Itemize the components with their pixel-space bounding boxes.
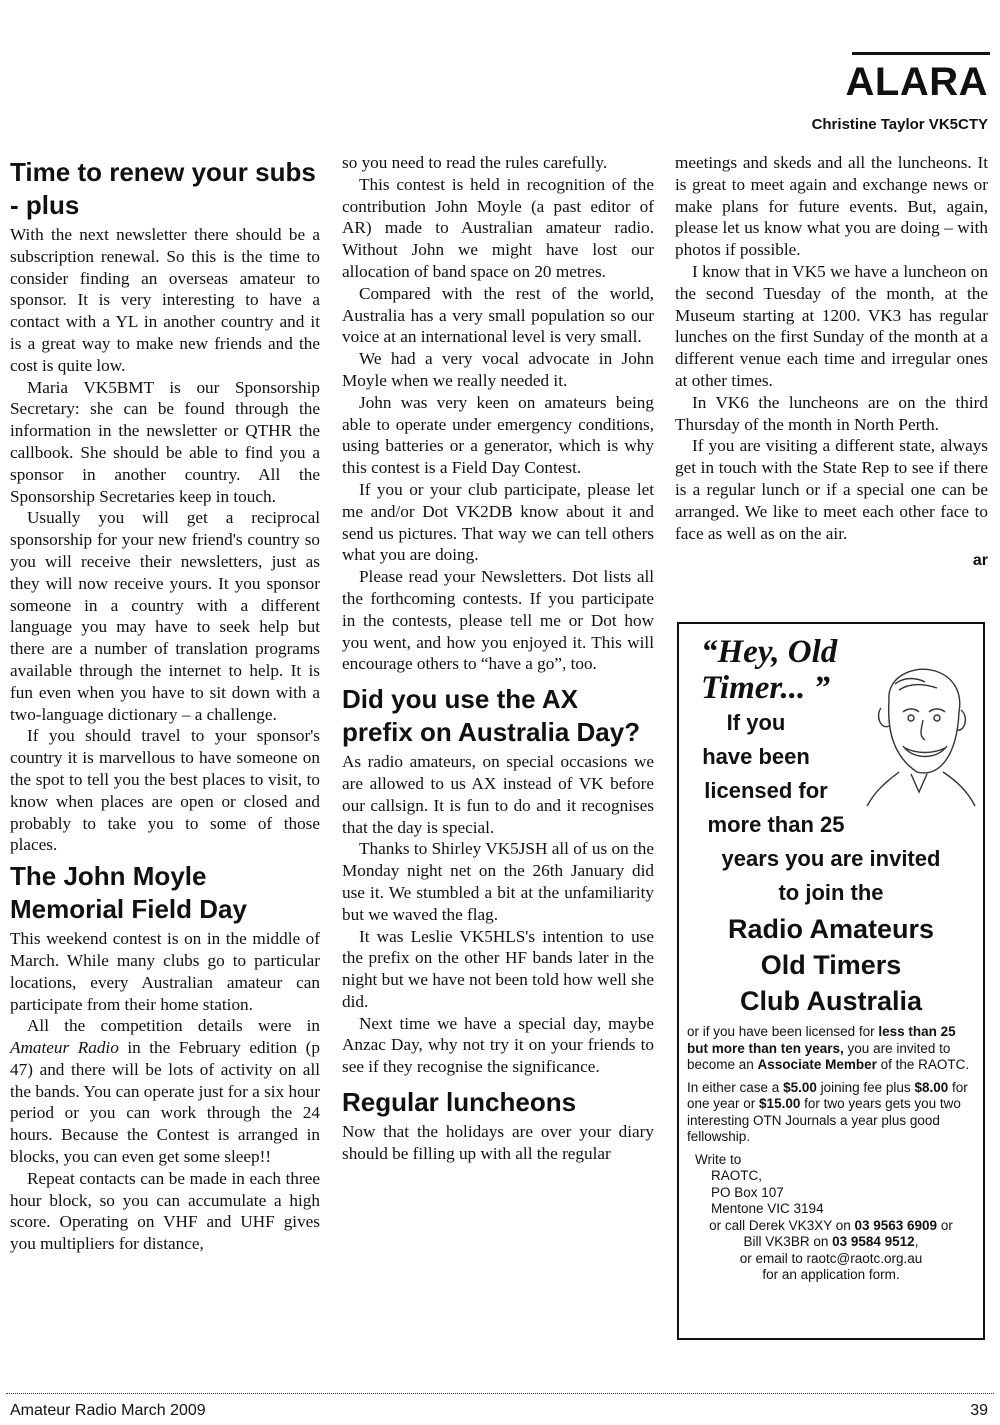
ad-fee-text (687, 1080, 975, 1146)
text-span: for one year or (687, 1079, 968, 1111)
contact-line (687, 1234, 975, 1251)
column-1 (10, 152, 320, 1255)
paragraph: With the next newsletter there should be a subscription renewal. So this is the time to consider finding an overseas amateur to sponsor. It is very interesting to have a contact with a YL in another country and it is a great way to make new friends and the cost is quite low. (10, 225, 320, 375)
end-mark: ar (972, 552, 988, 570)
text-span: or if you have been licensed for (687, 1024, 879, 1039)
paragraph: It was Leslie VK5HLS's intention to use the prefix on the other HF bands later in the night but we have not been told how well she did. (342, 926, 654, 1011)
paragraph: Next time we have a special day, maybe Anzac Day, why not try it on your friends to see if they recognise the significance. (342, 1013, 654, 1077)
raotc-advertisement (677, 622, 985, 1340)
paragraph: John was very keen on amateurs being able to operate under emergency conditions, using batteries or a generator, which is why this contest is a Field Day Contest. (342, 392, 654, 478)
heading-luncheons: Regular luncheons (342, 1087, 577, 1118)
contact-line: or email to raotc@raotc.org.au (739, 1250, 923, 1266)
magazine-title: Amateur Radio (10, 1038, 119, 1058)
text-span: All the competition details were in (27, 1016, 320, 1036)
ad-line: to join the (778, 880, 884, 905)
text-span: joining fee plus (816, 1079, 915, 1095)
text-span: less than 25 but more than ten years, (687, 1024, 956, 1056)
paragraph: Compared with the rest of the world, Australia has a very small population so our voice at an international level is very small. (342, 283, 654, 347)
paragraph: If you are visiting a different state, always get in touch with the State Rep to see if there is a regular lunch or if a special one can be arranged. We like to meet each other face to face as well as on the air. (675, 436, 988, 543)
text-span: or call Derek VK3XY on (709, 1217, 855, 1233)
paragraph: I know that in VK5 we have a luncheon on the second Tuesday of the month, at the Museum starting at 1200. VK3 has regular lunches on the first Sunday of the month at a different venue each time and irregular ones at other times. (675, 261, 988, 390)
ad-line: have been (702, 744, 810, 769)
paragraph: so you need to read the rules carefully. (342, 153, 608, 172)
paragraph: Please read your Newsletters. Dot lists all the forthcoming contests. If you participate in the contests, please tell me or Dot how you went, and how you enjoyed it. This will encourage others to “have a go”, too. (342, 567, 654, 674)
org-name: Club Australia (739, 986, 923, 1016)
contact-line (687, 1218, 975, 1235)
ad-headline: “Hey, Old (701, 634, 838, 670)
footer-divider (6, 1393, 994, 1394)
text-span: or (937, 1217, 953, 1233)
ad-line: If you (726, 710, 786, 735)
ad-line: years you are invited (721, 846, 941, 871)
address-line: Mentone VIC 3194 (711, 1201, 824, 1216)
phone-number: 03 9563 6909 (854, 1217, 938, 1233)
header-rule (852, 52, 990, 55)
ad-line: licensed for (704, 778, 828, 803)
address-line: Write to (695, 1151, 742, 1167)
text-span: for two years gets you two interesting OTN Journals a year plus good fellowship. (687, 1096, 961, 1144)
text-span: $5.00 (783, 1079, 817, 1095)
phone-number: 03 9584 9512 (832, 1234, 915, 1249)
page-number: 39 (970, 1402, 988, 1419)
paragraph: Usually you will get a reciprocal sponsorship for your new friend's country so you will receive their newsletters, just as they will now receive yours. It you sponsor someone in a country with a different language you may have to seek help but there are a number of translation programs available through the internet to help. It is fun even when you have to sit down with a two-language dictionary – a challenge. (10, 508, 320, 724)
text-span: $15.00 (759, 1096, 801, 1111)
old-timer-portrait-icon (859, 660, 981, 810)
address-line: PO Box 107 (711, 1184, 784, 1200)
address-line: RAOTC, (711, 1168, 763, 1183)
ad-address (687, 1152, 975, 1218)
paragraph: If you should travel to your sponsor's country it is marvellous to have someone on the spot to tell you the best places to visit, to know when places are open or closed and probably to take you to some of those places. (10, 726, 320, 855)
contact-line: for an application form. (762, 1267, 900, 1282)
paragraph: Thanks to Shirley VK5JSH all of us on the Monday night net on the 26th January did use it. We stumbled a bit at the unfamiliarity but we waved the flag. (342, 839, 654, 924)
section-title: ALARA (845, 60, 988, 104)
org-name: Old Timers (760, 950, 902, 980)
paragraph: Maria VK5BMT is our Sponsorship Secretary: she can be found through the information in the newsletter or QTHR the callbook. She should be able to find you a sponsor in another country. All the Sponsorship Secretaries keep in touch. (10, 377, 320, 506)
heading-ax-prefix: Did you use the AX prefix on Australia Day? (342, 684, 641, 748)
ad-line: more than 25 (707, 812, 845, 837)
ad-headline: Timer... ” (701, 670, 830, 706)
paragraph (10, 1015, 320, 1168)
paragraph: This contest is held in recognition of the contribution John Moyle (a past editor of AR) made to Australian amateur radio. Without John we might have lost our allocation of band space on 20 metres. (342, 174, 654, 281)
text-span: you are invited to become an (687, 1040, 951, 1072)
author-byline: Christine Taylor VK5CTY (811, 116, 988, 133)
text-span: , (914, 1234, 919, 1249)
paragraph: meetings and skeds and all the luncheons. It is great to meet again and exchange news or make plans for future events. But, again, please let us know what you are doing – with photos if possible. (675, 153, 988, 260)
paragraph: Now that the holidays are over your diary should be filling up with all the regular (342, 1122, 654, 1163)
heading-renew-subs: Time to renew your subs - plus (10, 157, 316, 220)
text-span: Associate Member (757, 1057, 877, 1072)
text-span: in the February edition (p 47) and there will be lots of activity on all the bands. You can operate just for a six hour period or you can work through the 24 hours. Because the Contest is arranged in blocks, you can even get some sleep!! (10, 1038, 320, 1167)
ad-contact (687, 1218, 975, 1284)
ad-associate-text (687, 1024, 975, 1074)
text-span: of the RAOTC. (876, 1057, 970, 1072)
text-span: $8.00 (914, 1079, 949, 1095)
column-3 (675, 152, 988, 572)
paragraph: We had a very vocal advocate in John Moyle when we really needed it. (342, 349, 654, 390)
paragraph: This weekend contest is on in the middle of March. While many clubs go to particular locations, every Australian amateur can participate from their home station. (10, 929, 320, 1014)
paragraph: As radio amateurs, on special occasions we are allowed to us AX instead of VK before our callsign. It is fun to do and it recognises that the day is special. (342, 752, 654, 837)
paragraph: Repeat contacts can be made in each three hour block, so you can accumulate a high score. Operating on VHF and UHF gives you multipliers for distance, (10, 1168, 320, 1254)
paragraph: In VK6 the luncheons are on the third Thursday of the month in North Perth. (675, 392, 988, 434)
org-name: Radio Amateurs (727, 914, 935, 944)
heading-john-moyle: The John Moyle Memorial Field Day (10, 861, 247, 925)
footer-publication: Amateur Radio March 2009 (10, 1402, 206, 1419)
column-2 (342, 152, 654, 1165)
text-span: Bill VK3BR on (743, 1234, 833, 1249)
paragraph: If you or your club participate, please let me and/or Dot VK2DB know about it and send us pictures. That way we can tell others what you are doing. (342, 479, 654, 565)
text-span: In either case a (687, 1079, 784, 1095)
